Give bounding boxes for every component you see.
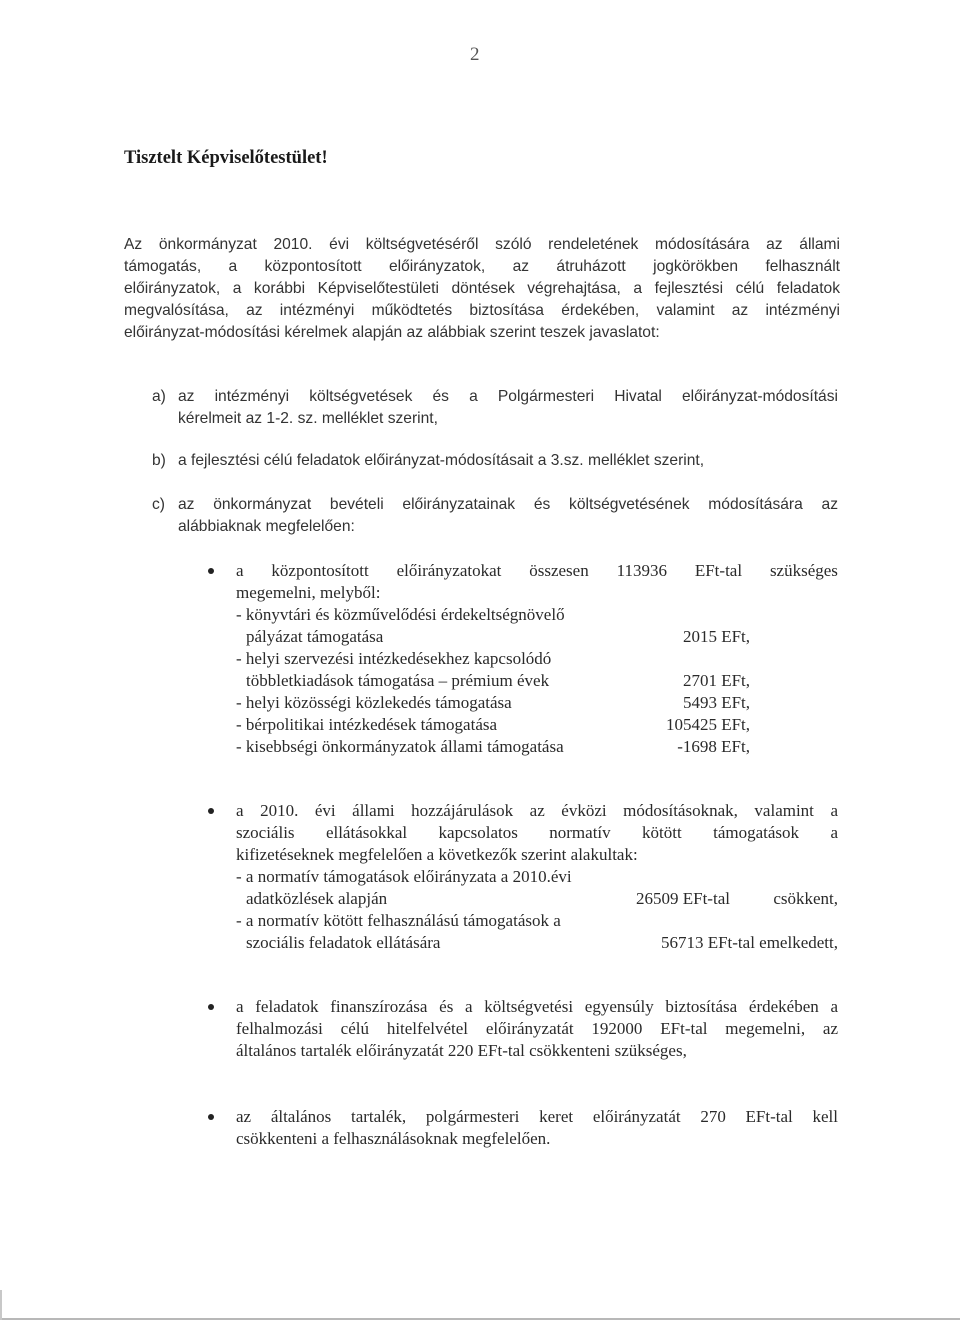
bullet-4-line: az általános tartalék, polgármesteri keret előirányzatát 270 EFt-tal kell [236, 1107, 838, 1126]
sub-item-amount: 56713 EFt-tal emelkedett, [660, 933, 838, 952]
bullet-2-line: kifizetéseknek megfelelően a következők szerint alakultak: [236, 845, 638, 864]
intro-line: támogatás, a központosított előirányzatok, az átruházott jogkörökben felhasznált [124, 258, 840, 275]
bullet-2-line: - a normatív támogatások előirányzata a 2010.évi [236, 867, 572, 886]
item-c-line: az önkormányzat bevételi előirányzatainak és költségvetésének módosítására az [178, 496, 838, 513]
page-number: 2 [470, 44, 480, 65]
intro-line: Az önkormányzat 2010. évi költségvetéséről szóló rendeletének módosítására az állami [124, 236, 840, 253]
sub-item-amount: 5493 EFt, [682, 693, 750, 712]
intro-line: megvalósítása, az intézményi működtetés biztosítása érdekében, valamint az intézményi [124, 302, 840, 319]
sub-item-amount: -1698 EFt, [677, 737, 750, 756]
bullet-icon [208, 808, 214, 814]
sub-item-label: - helyi szervezési intézkedésekhez kapcsolódó [236, 649, 552, 668]
word: összesen [529, 561, 589, 580]
item-marker: a) [152, 388, 166, 405]
bullet-icon [208, 1114, 214, 1120]
item-marker: b) [152, 452, 166, 469]
item-a-line: az intézményi költségvetések és a Polgármesteri Hivatal előirányzat-módosítási [178, 388, 838, 405]
amount: 113936 [616, 561, 667, 580]
bullet-4-line: csökkenteni a felhasználásoknak megfelelően. [236, 1129, 551, 1148]
sub-item-label: többletkiadások támogatása – prémium évek [246, 671, 550, 690]
word: szükséges [769, 561, 838, 580]
bullet-1-line: megemelni, melyből: [236, 583, 381, 602]
item-marker: c) [152, 496, 165, 513]
bullet-3-line: általános tartalék előirányzatát 220 EFt-tal csökkenteni szükséges, [236, 1041, 687, 1060]
bullet-2-line: - a normatív kötött felhasználású támogatások a [236, 911, 561, 930]
bullet-3-line: a feladatok finanszírozása és a költségvetési egyensúly biztosítása érdekében a [236, 997, 838, 1016]
sub-item-label: pályázat támogatása [246, 627, 384, 646]
sub-item-label: adatközlések alapján [246, 889, 388, 908]
sub-item-label: - könyvtári és közművelődési érdekeltségnövelő [236, 605, 565, 624]
sub-item-amount: 2015 EFt, [682, 627, 750, 646]
scan-edge [0, 1290, 2, 1320]
bullet-2-line: a 2010. évi állami hozzájárulások az évközi módosításoknak, valamint a [236, 801, 838, 820]
intro-line: előirányzat-módosítási kérelmek alapján az alábbiak szerint teszek javaslatot: [124, 324, 660, 341]
sub-item-label: - kisebbségi önkormányzatok állami támogatása [236, 737, 564, 756]
bullet-1-first-line [236, 561, 838, 581]
item-c-line: alábbiaknak megfelelően: [178, 518, 355, 535]
bullet-icon [208, 1004, 214, 1010]
bullet-3-line: felhalmozási célú hitelfelvétel előirányzatát 192000 EFt-tal megemelni, az [236, 1019, 838, 1038]
sub-item-amount: 26509 EFt-tal [636, 889, 730, 908]
sub-item-change: csökkent, [773, 889, 838, 908]
bullet-2-line: szociális ellátásokkal kapcsolatos normatív kötött támogatások a [236, 823, 838, 842]
sub-item-amount: 2701 EFt, [682, 671, 750, 690]
sub-item-label: szociális feladatok ellátására [246, 933, 441, 952]
item-b-line: a fejlesztési célú feladatok előirányzat-módosításait a 3.sz. melléklet szerint, [178, 452, 705, 469]
item-a-line: kérelmeit az 1-2. sz. melléklet szerint, [178, 410, 438, 427]
sub-item-label: - bérpolitikai intézkedések támogatása [236, 715, 498, 734]
sub-item-amount: 105425 EFt, [665, 715, 750, 734]
word: előirányzatokat [396, 561, 502, 580]
salutation-heading: Tisztelt Képviselőtestület! [124, 148, 328, 168]
intro-line: előirányzatok, a korábbi Képviselőtestületi döntések végrehajtása, a fejlesztési célú feladatok [124, 280, 840, 297]
bullet-icon [208, 568, 214, 574]
word: EFt-tal [694, 561, 743, 580]
word: központosított [271, 561, 369, 580]
sub-item-label: - helyi közösségi közlekedés támogatása [236, 693, 512, 712]
word: a [236, 561, 244, 580]
